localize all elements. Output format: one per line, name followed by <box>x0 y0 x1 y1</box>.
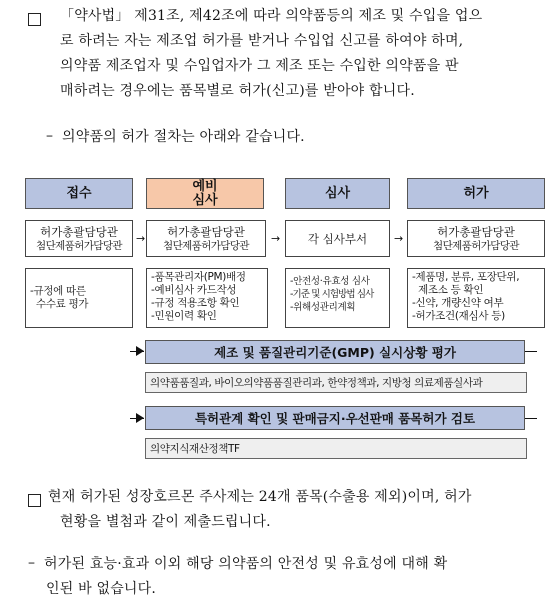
org-box-review: 각 심사부서 <box>285 220 390 257</box>
arrow-right-icon: → <box>394 232 404 245</box>
sub-bullet-2-line-2: 인된 바 없습니다. <box>46 581 157 597</box>
patent-review-bar: 특허관계 확인 및 판매금지·우선판매 품목허가 검토 <box>145 406 525 430</box>
dash-bullet: – <box>28 555 35 571</box>
checkbox-icon <box>28 494 41 507</box>
paragraph-2-line-1: 현재 허가된 성장호르몬 주사제는 24개 품목(수출용 제외)이며, 허가 <box>48 489 472 505</box>
gmp-departments-box: 의약품품질과, 바이오의약품품질관리과, 한약정책과, 지방청 의료제품실사과 <box>145 372 527 393</box>
gmp-evaluation-bar: 제조 및 품질관리기준(GMP) 실시상황 평가 <box>145 340 525 364</box>
org-box-receipt: 허가총괄담당관 첨단제품허가담당관 <box>25 220 133 257</box>
org-box-approval: 허가총괄담당관 첨단제품허가담당관 <box>407 220 545 257</box>
sub-bullet-2 <box>44 552 549 602</box>
connector-line <box>525 418 537 419</box>
stage-preliminary-review: 예비 심사 <box>146 178 264 209</box>
detail-box-review: -안전성·유효성 심사 -기준 및 시험방법 심사 -위해성관리계획 <box>285 268 390 328</box>
paragraph-1-line-3: 의약품 제조업자 및 수입업자가 그 제조 또는 수입한 의약품을 판 <box>60 58 459 74</box>
stage-approval: 허가 <box>407 178 545 209</box>
stage-receipt: 접수 <box>25 178 133 209</box>
arrow-right-icon <box>136 413 144 423</box>
paragraph-2-line-2: 현황을 별첨과 같이 제출드립니다. <box>60 514 271 530</box>
paragraph-1-line-4: 매하려는 경우에는 품목별로 허가(신고)를 받아야 합니다. <box>60 83 415 99</box>
patent-department-box: 의약지식재산정책TF <box>145 438 527 459</box>
paragraph-1-line-1: 「약사법」 제31조, 제42조에 따라 의약품등의 제조 및 수입을 업으 <box>60 8 483 24</box>
stage-review: 심사 <box>285 178 390 209</box>
sub-bullet-2-line-1: 허가된 효능·효과 이외 해당 의약품의 안전성 및 유효성에 대해 확 <box>44 556 448 572</box>
paragraph-2 <box>48 485 548 535</box>
sub-bullet-1: 의약품의 허가 절차는 아래와 같습니다. <box>62 129 305 145</box>
dash-bullet: – <box>46 128 53 144</box>
arrow-right-icon: → <box>136 232 146 245</box>
detail-box-approval: -제품명, 분류, 포장단위, 제조소 등 확인 -신약, 개량신약 여부 -허가조건(재심사 등) <box>407 268 545 328</box>
org-box-preliminary: 허가총괄담당관 첨단제품허가담당관 <box>146 220 266 257</box>
checkbox-icon <box>28 13 41 26</box>
connector-line <box>525 351 537 352</box>
detail-box-receipt: -규정에 따른 수수료 평가 <box>25 268 133 328</box>
paragraph-1-line-2: 로 하려는 자는 제조업 허가를 받거나 수입업 신고를 하여야 하며, <box>60 33 464 49</box>
arrow-right-icon <box>136 346 144 356</box>
detail-box-preliminary: -품목관리자(PM)배정 -예비심사 카드작성 -규정 적용조항 확인 -민원이력 확인 <box>146 268 268 328</box>
paragraph-1 <box>60 4 550 104</box>
arrow-right-icon: → <box>271 232 281 245</box>
